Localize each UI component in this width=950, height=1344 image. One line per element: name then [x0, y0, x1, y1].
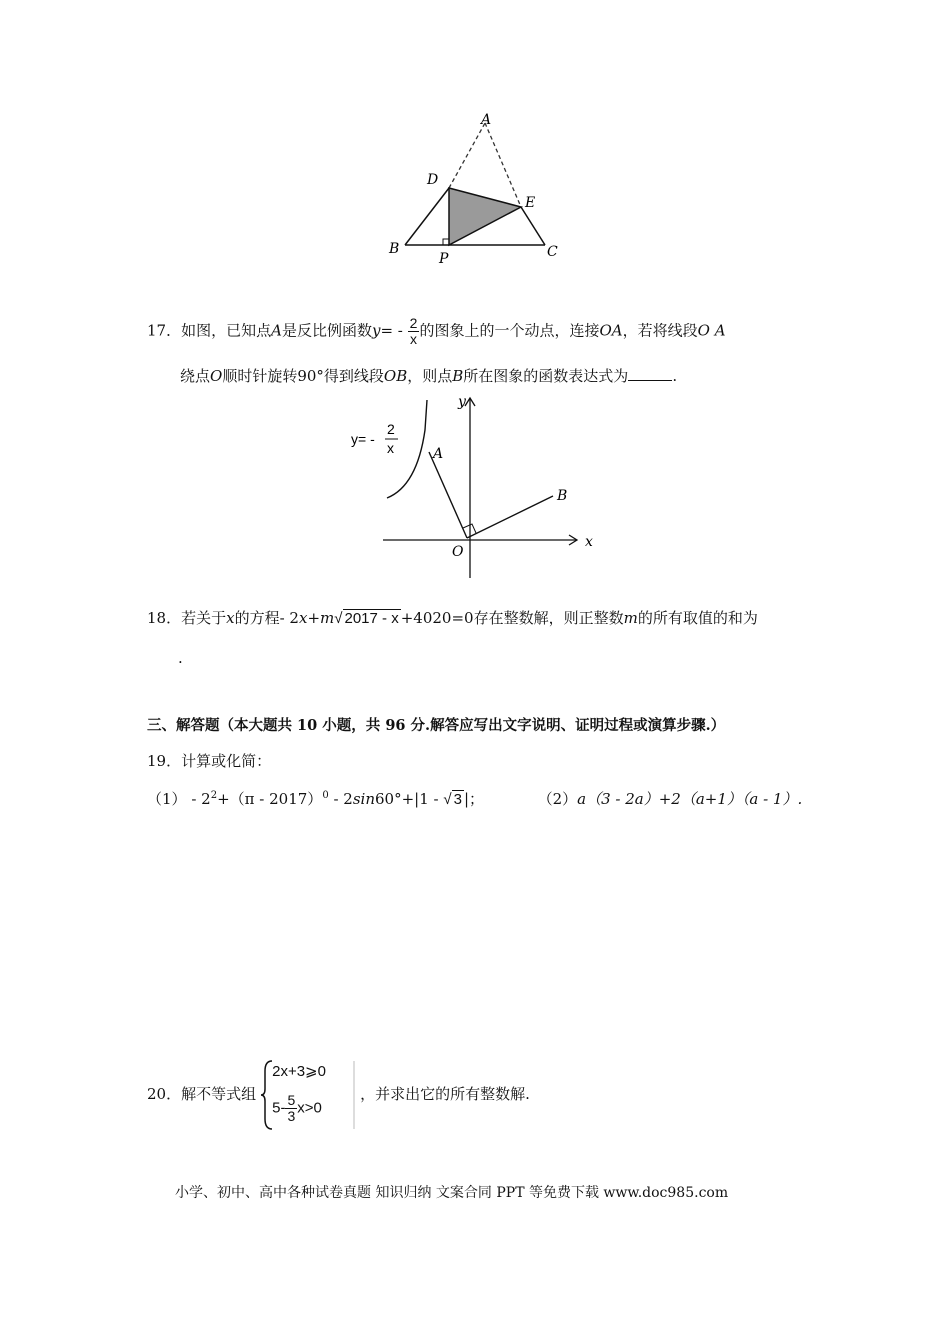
- q17-text: ，若将线段: [622, 321, 698, 340]
- q19-sup0: 0: [322, 790, 329, 801]
- q17-text: 是反比例函数: [281, 321, 372, 340]
- q18-m2: m: [623, 609, 638, 627]
- q20-text: 解不等式组: [181, 1085, 257, 1103]
- inequality-1: 2x+3⩾0: [272, 1063, 326, 1080]
- inequality-system: [260, 1059, 356, 1131]
- q17-text: 的图象上的一个动点，连接: [419, 321, 600, 340]
- q19-title-text: 计算或化简：: [181, 752, 272, 770]
- q17-text: 如图，已知点: [181, 321, 272, 340]
- q18-sqrt: √ 2017 - x: [334, 610, 399, 627]
- label-C: C: [547, 244, 558, 260]
- q18-end: .: [178, 649, 183, 667]
- q19-p2: a（3 - 2a）+2（a+1）（a - 1）.: [577, 790, 803, 808]
- label-A: A: [481, 112, 492, 128]
- q18-plus: +: [307, 609, 321, 627]
- q19-p1: 60°+|1 -: [375, 790, 439, 808]
- q17-text: 所在图象的函数表达式为: [463, 367, 629, 385]
- q19-part1-label: （1）: [147, 790, 187, 808]
- label-B: B: [389, 241, 400, 257]
- q17-text: ，则点: [407, 367, 453, 385]
- q17-b: B: [452, 367, 464, 385]
- coordinate-figure: [345, 390, 605, 580]
- q19-title: [147, 751, 271, 771]
- q19-parts: [147, 786, 802, 810]
- q17-y: y=: [371, 321, 394, 340]
- q20-number: 20．: [147, 1085, 182, 1103]
- q18-x: x: [226, 609, 235, 627]
- q18-eq: +4020=0: [400, 609, 474, 627]
- q17-o: O: [210, 367, 223, 385]
- q17-end: .: [672, 367, 678, 385]
- q18-text: 存在整数解，则正整数: [473, 609, 624, 627]
- q17-line1: [147, 316, 726, 347]
- q19-number: 19．: [147, 752, 182, 770]
- inequality-2: 5- $\frac{5}{3}$ x>0: [272, 1092, 322, 1124]
- func-den: x: [387, 440, 394, 456]
- section-heading: [147, 716, 725, 736]
- label-y: y: [458, 394, 466, 410]
- label-B: B: [557, 488, 568, 504]
- q18-x2: x: [298, 609, 308, 627]
- q19-p1: |；: [463, 790, 485, 808]
- q19-p1: +（π - 2017）: [217, 790, 323, 808]
- q19-sin: sin: [352, 790, 376, 808]
- q18-m: m: [320, 609, 335, 627]
- label-x: x: [585, 534, 593, 550]
- label-D: D: [427, 172, 439, 188]
- label-P: P: [439, 251, 449, 267]
- q19-part2-label: （2）: [537, 790, 578, 808]
- q17-number: 17．: [147, 321, 182, 340]
- label-E: E: [525, 195, 536, 211]
- q19-sup: 2: [210, 790, 218, 801]
- q17-minus: -: [397, 321, 403, 340]
- label-O: O: [452, 544, 464, 560]
- func-num: 2: [387, 421, 395, 437]
- q17-point-a: A: [271, 321, 282, 340]
- q17-text: 顺时针旋转90°得到线段: [222, 367, 384, 385]
- q17-line2: [180, 366, 677, 386]
- q18-number: 18．: [147, 609, 182, 627]
- q17-fraction: $\frac{2}{x}$: [409, 315, 418, 347]
- q18-line1: [147, 608, 758, 629]
- q17-oa2: O A: [697, 321, 726, 340]
- func-label: y= -: [351, 431, 375, 447]
- q17-text: 绕点: [180, 367, 211, 385]
- page-footer: 小学、初中、高中各种试卷真题 知识归纳 文案合同 PPT 等免费下载 www.doc985.com: [175, 1185, 729, 1201]
- triangle-figure: [380, 108, 570, 273]
- q20-text: ，并求出它的所有整数解.: [360, 1085, 530, 1103]
- q18-text: 的所有取值的和为: [637, 609, 758, 627]
- q19-p1: - 2: [191, 790, 211, 808]
- q19-p1: - 2: [333, 790, 353, 808]
- section-heading-text: 三、解答题（本大题共 10 小题，共 96 分.解答应写出文字说明、证明过程或演算步骤.）: [147, 717, 726, 734]
- q18-text: 的方程: [234, 609, 280, 627]
- label-A: A: [433, 446, 444, 462]
- answer-blank: [628, 366, 672, 381]
- q18-eq: - 2: [279, 609, 299, 627]
- q17-ob: OB: [383, 367, 408, 385]
- q19-sqrt: √ 3: [443, 791, 462, 808]
- q18-line2: [178, 648, 183, 668]
- q17-oa: OA: [599, 321, 623, 340]
- q18-text: 若关于: [181, 609, 227, 627]
- q20-line: [147, 1058, 530, 1130]
